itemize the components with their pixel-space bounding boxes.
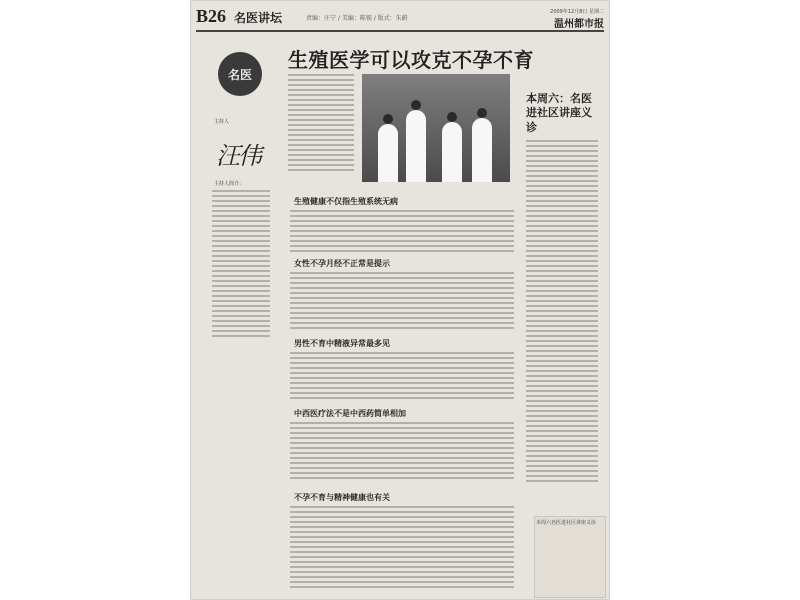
host-label: 主持人 [214, 119, 230, 125]
body-text-2 [290, 272, 514, 332]
host-signature: 汪伟 [216, 142, 260, 170]
column-logo [218, 52, 262, 96]
subhead: 中西医疗法不是中西药简单相加 [294, 409, 406, 418]
person [472, 118, 492, 182]
person-head [447, 112, 457, 122]
headline: 生殖医学可以攻克不孕不育 [288, 48, 534, 72]
body-text-3 [290, 352, 514, 402]
subhead: 男性不育中精液异常最多见 [294, 339, 390, 348]
header-rule [196, 30, 604, 32]
newspaper-page [190, 0, 610, 600]
sidebar-text [526, 140, 598, 485]
person-head [411, 100, 421, 110]
page-number: B26 [196, 6, 227, 26]
person [406, 110, 426, 182]
paper-name: 温州都市报 [554, 19, 604, 30]
intro-text [288, 74, 354, 174]
person-head [477, 108, 487, 118]
subhead: 不孕不育与精神健康也有关 [294, 493, 390, 502]
event-box [534, 516, 606, 598]
editors-line: 责编：庄宁 / 美编：陈锡 / 版式：朱蔚 [306, 15, 408, 22]
body-text-5 [290, 506, 514, 591]
section-title: 名医讲坛 [234, 11, 283, 25]
page-header [196, 6, 604, 28]
issue-date: 2009年12月8日 星期二 [550, 9, 604, 15]
person [378, 124, 398, 182]
body-text-1 [290, 210, 514, 255]
subhead: 女性不孕月经不正常是提示 [294, 259, 390, 268]
host-bio-title: 主持人简介： [214, 181, 245, 187]
sidebar-title: 本周六：名医进社区讲座义诊 [526, 92, 592, 134]
subhead: 生殖健康不仅指生殖系统无病 [294, 197, 398, 206]
person [442, 122, 462, 182]
body-text-4 [290, 422, 514, 482]
person-head [383, 114, 393, 124]
left-column-text [212, 190, 270, 340]
doctors-photo [362, 74, 510, 182]
logo-text: 名医 [227, 67, 252, 82]
event-text: 本周六名医进社区讲座义诊 [536, 520, 597, 526]
